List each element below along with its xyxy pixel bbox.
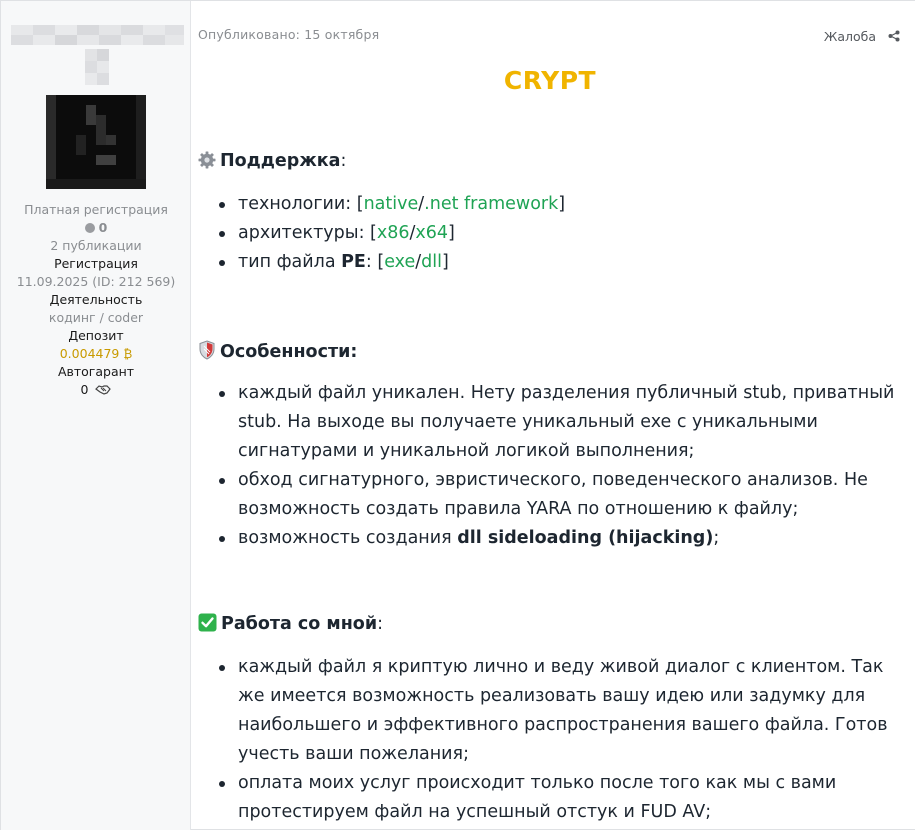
sideloading-suffix: ; (713, 528, 720, 548)
type-bold: PE (341, 252, 366, 272)
pixelated-username[interactable] (11, 25, 184, 45)
sideloading-prefix: возможность создания (238, 528, 458, 548)
shield-icon (198, 340, 216, 360)
features-heading (198, 340, 357, 362)
features-heading-text: Особенности: (220, 342, 358, 362)
posts-count[interactable]: 2 публикации (50, 238, 142, 253)
tech-prefix: технологии: [ (238, 194, 364, 214)
slash: / (418, 194, 425, 214)
slash: / (415, 252, 422, 272)
escrow-value-row (1, 381, 191, 399)
reputation-dot-icon (85, 223, 95, 233)
bracket-close: ] (558, 194, 566, 214)
work-heading-colon: : (377, 614, 383, 634)
list-item: каждый файл я криптую лично и веду живой диалог с клиентом. Так же имеется возможность реализовать вашу идею или задумку для наибольшего и эффективного распространения вашего файла. Готов учесть ваши пожелания; (218, 653, 908, 769)
report-link[interactable]: Жалоба (823, 29, 876, 44)
post-body (192, 1, 915, 830)
features-list (218, 379, 908, 553)
deposit-value-row (1, 345, 191, 363)
post-title: CRYPT (503, 66, 597, 95)
user-sidebar (1, 1, 191, 830)
sideloading-bold: dll sideloading (hijacking) (457, 528, 714, 548)
share-icon[interactable] (888, 30, 900, 42)
list-item: каждый файл уникален. Нету разделения публичный stub, приватный stub. На выходе вы получаете уникальный exe с уникальными сигнатурами и уникальной логикой выполнения; (218, 379, 908, 466)
list-item (218, 219, 908, 248)
work-list (218, 653, 908, 827)
activity-label: Деятельность (49, 292, 143, 307)
support-heading-colon: : (340, 151, 347, 171)
user-stats (1, 201, 191, 399)
gear-icon (198, 151, 216, 169)
tag-link-x64[interactable]: x64 (415, 223, 449, 243)
support-heading-text: Поддержка (220, 151, 341, 171)
escrow-value: 0 (80, 382, 89, 397)
handshake-icon (95, 384, 111, 395)
support-list (218, 190, 908, 277)
bracket-close: ] (448, 223, 455, 243)
reputation[interactable] (1, 219, 191, 237)
deposit-label: Депозит (68, 328, 124, 343)
check-mark-icon (198, 613, 217, 632)
work-heading-text: Работа со мной (221, 614, 378, 634)
bracket-close: ] (441, 252, 449, 272)
membership-label: Платная регистрация (24, 202, 168, 217)
deposit-value: 0.004479 (59, 346, 120, 361)
registration-label: Регистрация (54, 256, 138, 271)
type-mid: : [ (365, 252, 385, 272)
activity-value: кодинг / coder (48, 310, 144, 325)
slash: / (409, 223, 416, 243)
registration-value: 11.09.2025 (ID: 212 569) (16, 274, 176, 289)
tag-link-dll[interactable]: dll (421, 252, 442, 272)
list-item (218, 248, 908, 277)
avatar[interactable] (46, 95, 146, 189)
work-heading (198, 613, 383, 634)
reputation-value: 0 (98, 220, 108, 235)
post-date[interactable]: Опубликовано: 15 октября (198, 27, 380, 42)
list-item (218, 524, 908, 553)
escrow-label: Автогарант (57, 364, 135, 379)
tag-link-net-framework[interactable]: .net framework (424, 194, 559, 214)
list-item (218, 190, 908, 219)
tag-link-exe[interactable]: exe (384, 252, 416, 272)
bitcoin-icon: ₿ (123, 347, 133, 361)
type-prefix: тип файла (238, 252, 342, 272)
pixelated-user-title (85, 49, 109, 85)
tag-link-x86[interactable]: x86 (376, 223, 410, 243)
support-heading (198, 151, 346, 171)
list-item: обход сигнатурного, эвристического, поведенческого анализов. Не возможность создать правила YARA по отношению к файлу; (218, 466, 908, 524)
list-item: оплата моих услуг происходит только после того как мы с вами протестируем файл на успешный отстук и FUD AV; (218, 769, 908, 827)
tag-link-native[interactable]: native (363, 194, 419, 214)
arch-prefix: архитектуры: [ (238, 223, 377, 243)
